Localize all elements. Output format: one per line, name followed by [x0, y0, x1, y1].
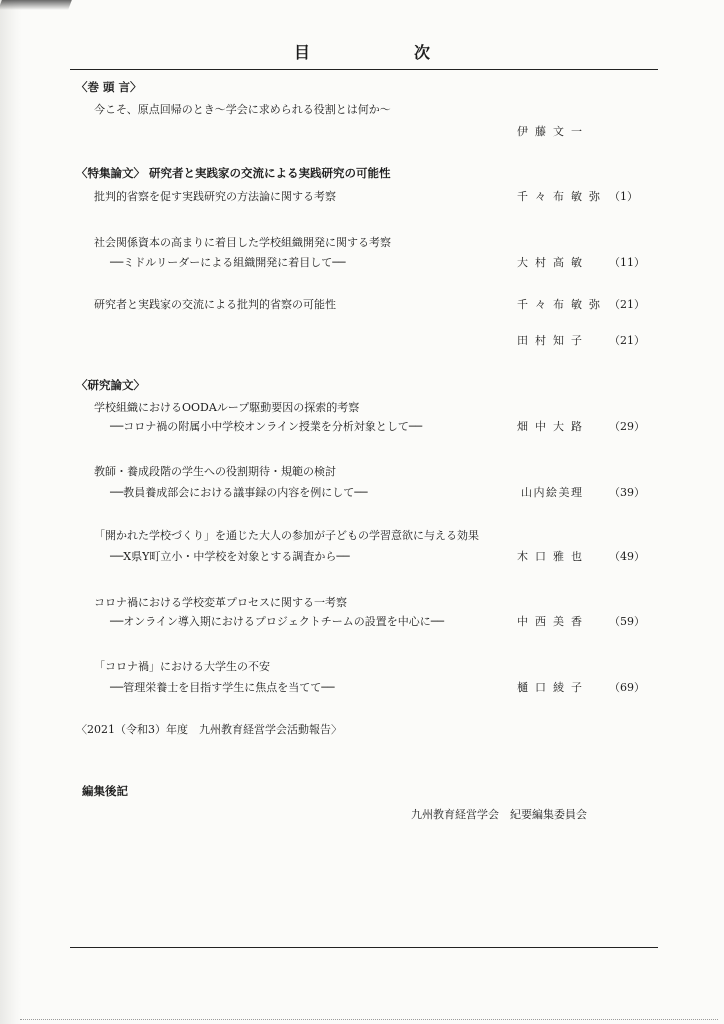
research-item-3-author: 木口雅也 [517, 550, 589, 563]
page-title: 目 次 [293, 43, 474, 62]
preface-heading: 〈巻 頭 言〉 [76, 80, 142, 94]
research-item-5-title: 「コロナ禍」における大学生の不安 [94, 660, 270, 673]
research-item-4-author: 中西美香 [517, 615, 589, 628]
research-item-1-subtitle: ──コロナ禍の附属小中学校オンライン授業を分析対象として── [110, 420, 423, 433]
research-item-3-title: 「開かれた学校づくり」を通じた大人の参加が子どもの学習意欲に与える効果 [94, 529, 479, 542]
research-heading: 〈研究論文〉 [76, 378, 145, 392]
research-item-1-author: 畑中大路 [517, 420, 589, 433]
research-item-2-author: 山内絵美理 [521, 486, 584, 499]
research-item-4-page: （59） [609, 615, 645, 628]
research-item-2-title: 教師・養成段階の学生への役割期待・規範の検討 [94, 465, 336, 478]
special-item-2-subtitle: ──ミドルリーダーによる組織開発に着目して── [110, 256, 346, 269]
research-item-5-subtitle: ──管理栄養士を目指す学生に焦点を当てて── [110, 681, 335, 694]
special-item-3-coauthor-page: （21） [609, 334, 645, 347]
research-item-3-page: （49） [609, 550, 645, 563]
special-item-1-title: 批判的省察を促す実践研究の方法論に関する考察 [94, 190, 336, 203]
special-item-2-title: 社会関係資本の高まりに着目した学校組織開発に関する考察 [94, 236, 391, 249]
research-item-3-subtitle: ──X県Y町立小・中学校を対象とする調査から── [110, 550, 350, 563]
research-item-4-title: コロナ禍における学校変革プロセスに関する一考察 [94, 596, 347, 609]
special-item-3-page: （21） [609, 298, 645, 311]
special-item-3-coauthor: 田村知子 [517, 334, 589, 347]
special-item-2-author: 大村高敏 [517, 256, 589, 269]
research-item-1-page: （29） [609, 420, 645, 433]
research-item-5-page: （69） [609, 681, 645, 694]
research-item-4-subtitle: ──オンライン導入期におけるプロジェクトチームの設置を中心に── [110, 615, 444, 628]
research-item-5-author: 樋口綾子 [517, 681, 589, 694]
scan-bottom-edge [20, 1019, 718, 1022]
scan-edge [0, 0, 22, 1024]
special-item-3-title: 研究者と実践家の交流による批判的省察の可能性 [94, 298, 336, 311]
postscript-heading: 編集後記 [82, 784, 128, 798]
postscript-signature: 九州教育経営学会 紀要編集委員会 [411, 808, 587, 821]
top-rule [70, 69, 658, 70]
research-item-2-subtitle: ──教員養成部会における議事録の内容を例にして── [110, 486, 368, 499]
special-item-1-page: （1） [609, 190, 638, 203]
special-item-3-author: 千々布敏弥 [517, 298, 607, 311]
special-item-2-page: （11） [609, 256, 645, 269]
activity-report-entry: 〈2021（令和3）年度 九州教育経営学会活動報告〉 [76, 723, 342, 736]
preface-author: 伊藤文一 [517, 125, 589, 138]
special-item-1-author: 千々布敏弥 [517, 190, 607, 203]
bottom-rule [70, 947, 658, 948]
scan-corner-mark [0, 0, 72, 10]
preface-title: 今こそ、原点回帰のとき〜学会に求められる役割とは何か〜 [94, 103, 391, 116]
special-heading: 〈特集論文〉 研究者と実践家の交流による実践研究の可能性 [76, 166, 391, 180]
research-item-1-title: 学校組織におけるOODAループ駆動要因の探索的考察 [94, 401, 360, 414]
research-item-2-page: （39） [609, 486, 645, 499]
